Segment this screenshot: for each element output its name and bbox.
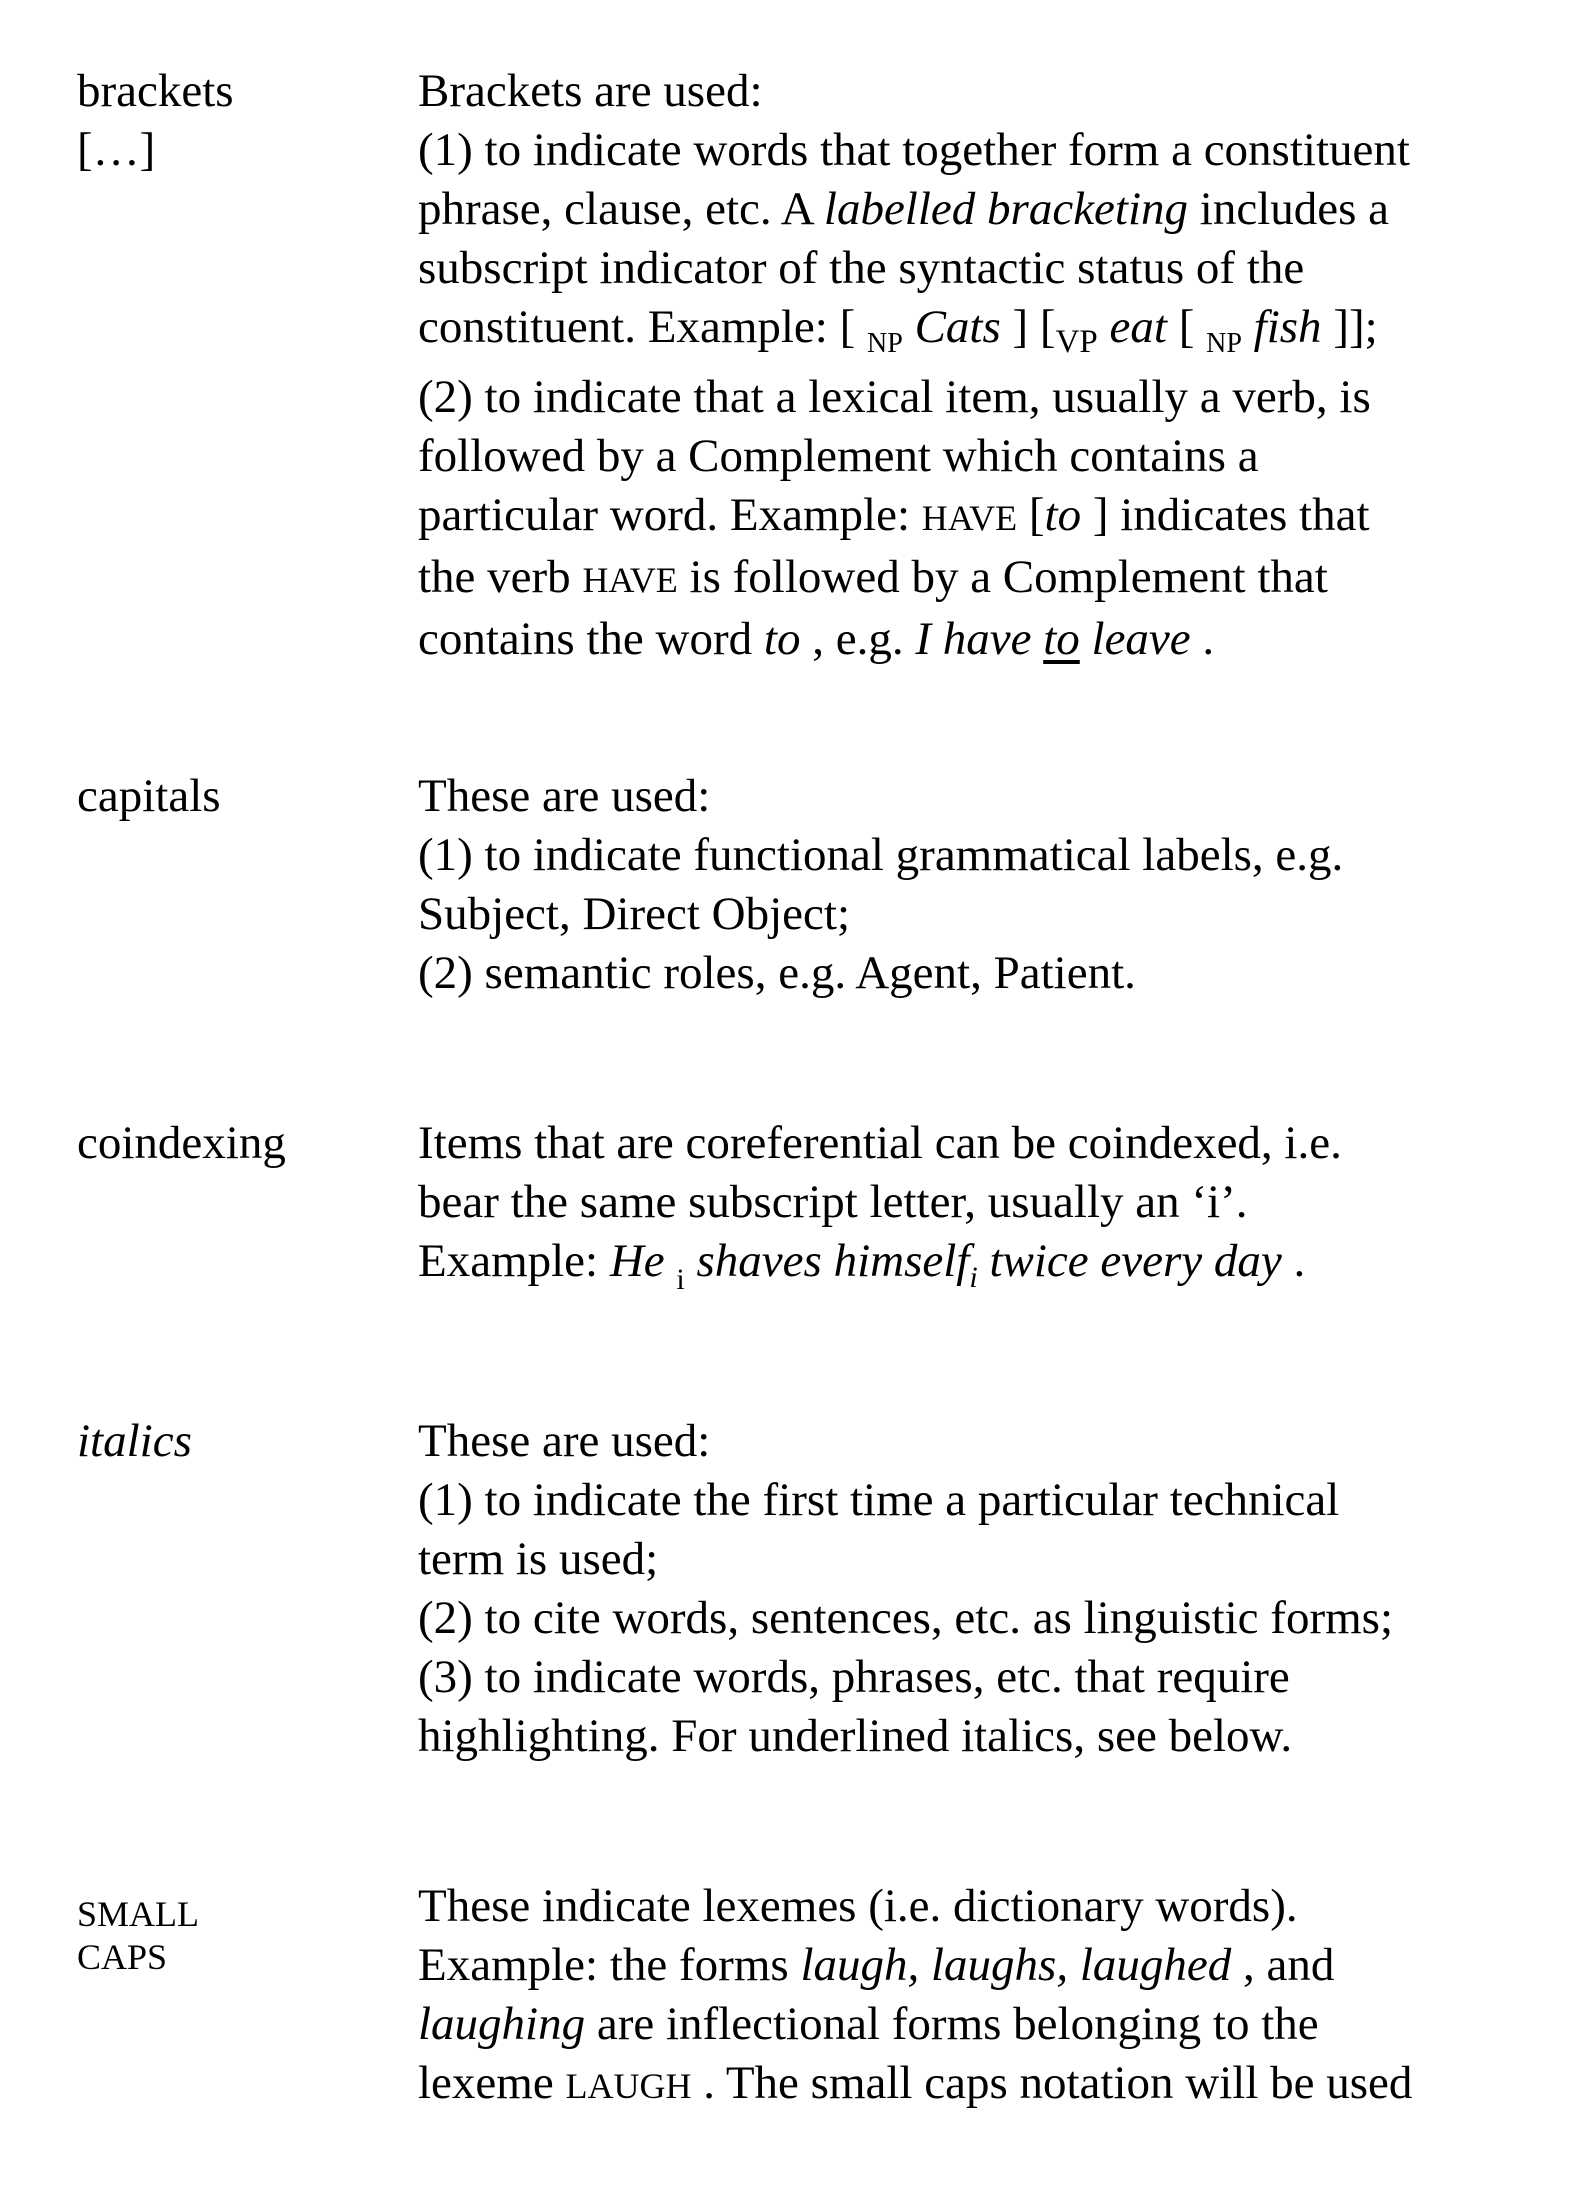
text: . The small caps notation will be used	[691, 2057, 1413, 2109]
def-line: (2) to cite words, sentences, etc. as linguistic forms;	[418, 1592, 1393, 1644]
subscript-label: NP	[1206, 328, 1242, 359]
def-line	[418, 1995, 1578, 2054]
def-line: subscript indicator of the syntactic status of the	[418, 242, 1305, 294]
def-line	[418, 610, 1578, 669]
def-line	[418, 548, 1578, 610]
text: contains the word	[418, 613, 764, 665]
example-word: laughing	[418, 1998, 586, 2050]
term-line: […]	[77, 124, 156, 176]
text: Example:	[418, 1235, 610, 1287]
text: [	[1017, 489, 1045, 541]
text: ] [	[1000, 301, 1056, 353]
def-line: (1) to indicate the first time a particular technical	[418, 1474, 1340, 1526]
text: are inflectional forms belonging to the	[585, 1998, 1319, 2050]
def-line: highlighting. For underlined italics, see below.	[418, 1710, 1293, 1762]
term-coindexing: coindexing	[77, 1117, 286, 1169]
text: Example: the forms	[418, 1939, 801, 1991]
term-line: SMALL	[77, 1894, 200, 1934]
underlined-example-word: to	[1043, 613, 1080, 665]
def-line	[418, 486, 1578, 548]
text: [	[1166, 301, 1207, 353]
def-line: term is used;	[418, 1533, 659, 1585]
term-capitals: capitals	[77, 770, 221, 822]
text: ]];	[1321, 301, 1378, 353]
definition-coindexing	[418, 1114, 1578, 1296]
example-word: leave	[1079, 613, 1191, 665]
small-caps-word: HAVE	[582, 560, 678, 600]
def-line: Brackets are used:	[418, 65, 763, 117]
text: is followed by a Complement that	[677, 551, 1328, 603]
text: , e.g.	[800, 613, 916, 665]
text: ] indicates that	[1081, 489, 1370, 541]
text: constituent. Example: [	[418, 301, 868, 353]
def-line-example	[418, 1232, 1578, 1296]
subscript-index: i	[969, 1261, 978, 1294]
term-text: italics	[77, 1415, 192, 1467]
def-line: Items that are coreferential can be coindexed, i.e.	[418, 1117, 1342, 1169]
definition-small-caps	[418, 1877, 1578, 2116]
term-small-caps	[77, 1893, 199, 1979]
def-line: (3) to indicate words, phrases, etc. that require	[418, 1651, 1290, 1703]
example-word: shaves himself	[684, 1235, 970, 1287]
small-caps-word: HAVE	[921, 498, 1018, 538]
example-word: He	[609, 1235, 665, 1287]
def-line: (1) to indicate words that together form a constituent	[418, 124, 1410, 176]
example-word: laugh, laughs, laughed	[800, 1939, 1232, 1991]
italic-term: labelled bracketing	[823, 183, 1189, 235]
term-line: brackets	[77, 65, 234, 117]
text: lexeme	[418, 2057, 566, 2109]
def-line	[418, 180, 1578, 239]
definition-italics	[418, 1412, 1578, 1766]
example-word: to	[1044, 489, 1082, 541]
text: , and	[1231, 1939, 1335, 1991]
term-italics	[77, 1412, 192, 1471]
subscript-label: VP	[1055, 324, 1098, 360]
def-line: followed by a Complement which contains a	[418, 430, 1259, 482]
def-line	[418, 2054, 1578, 2116]
def-line: (1) to indicate functional grammatical labels, e.g.	[418, 829, 1344, 881]
text: .	[1281, 1235, 1306, 1287]
def-line: (2) semantic roles, e.g. Agent, Patient.	[418, 947, 1136, 999]
def-line: These indicate lexemes (i.e. dictionary words).	[418, 1880, 1298, 1932]
small-caps-word: LAUGH	[565, 2066, 692, 2106]
example-word: I have	[915, 613, 1044, 665]
definition-capitals	[418, 767, 1578, 1003]
example-word: twice every day	[977, 1235, 1282, 1287]
def-line: These are used:	[418, 770, 711, 822]
example-word: eat	[1097, 301, 1167, 353]
def-line: These are used:	[418, 1415, 711, 1467]
example-word: fish	[1241, 301, 1322, 353]
term-line: CAPS	[77, 1937, 168, 1977]
def-line: Subject, Direct Object;	[418, 888, 850, 940]
def-line: (2) to indicate that a lexical item, usually a verb, is	[418, 371, 1371, 423]
def-line-example	[418, 298, 1578, 368]
def-line	[418, 1936, 1578, 1995]
example-word: Cats	[902, 301, 1001, 353]
text: phrase, clause, etc. A	[418, 183, 824, 235]
subscript-label: NP	[867, 328, 903, 359]
subscript-index: i	[676, 1263, 685, 1296]
example-word: to	[763, 613, 801, 665]
text: particular word. Example:	[418, 489, 922, 541]
def-line: bear the same subscript letter, usually an ‘i’.	[418, 1176, 1248, 1228]
definition-brackets	[418, 62, 1578, 669]
text: .	[1190, 613, 1215, 665]
text: the verb	[418, 551, 583, 603]
text: includes a	[1188, 183, 1390, 235]
term-brackets	[77, 62, 234, 180]
